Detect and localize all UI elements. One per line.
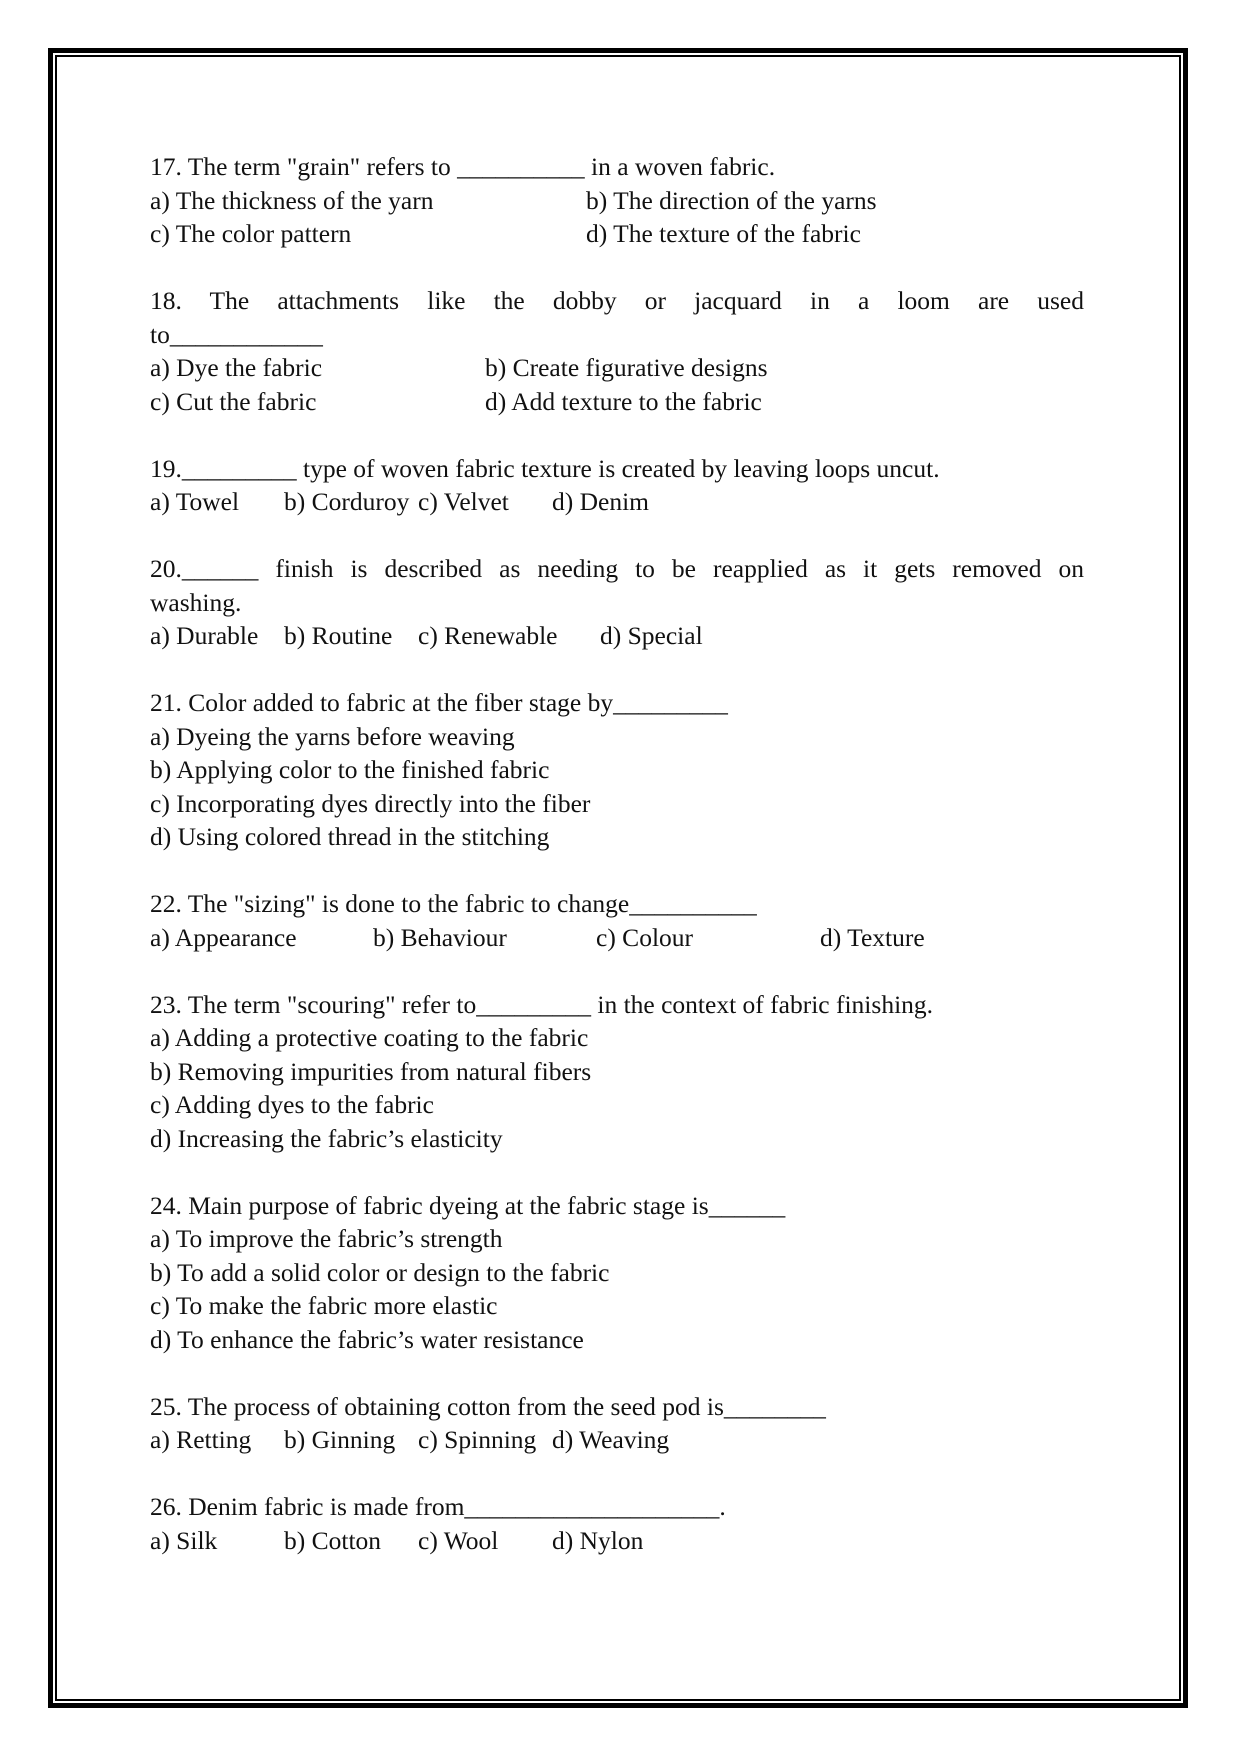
option-c: c) Wool [418, 1525, 499, 1555]
options-row [150, 921, 1084, 955]
option-b: b) The direction of the yarns [586, 185, 877, 215]
question-stem: 23. The term "scouring" refer to_________ in the context of fabric finishing. [150, 989, 934, 1019]
option-d: d) Increasing the fabric’s elasticity [150, 1123, 503, 1153]
question-stem: 21. Color added to fabric at the fiber stage by_________ [150, 688, 728, 717]
option-d: d) Denim [552, 487, 650, 516]
options-row [150, 485, 1084, 519]
option-b: b) Routine [284, 621, 393, 650]
options-row [150, 1423, 1084, 1457]
question-stem: 20.______ finish is described as needing to be reapplied as it gets removed on [150, 554, 1084, 583]
option-b: b) Cotton [284, 1525, 382, 1555]
option-d: d) Nylon [552, 1525, 644, 1555]
option-a: a) Adding a protective coating to the fabric [150, 1023, 589, 1052]
question-stem: 24. Main purpose of fabric dyeing at the fabric stage is______ [150, 1190, 786, 1220]
option-a: a) Silk [150, 1525, 218, 1555]
options-row [150, 351, 1084, 385]
option-c: c) Incorporating dyes directly into the fiber [150, 788, 591, 818]
option-a: a) Dyeing the yarns before weaving [150, 721, 515, 751]
option-a: a) Retting [150, 1425, 252, 1454]
question-21 [150, 686, 1084, 854]
options-row [150, 1524, 1084, 1558]
option-c: c) Colour [596, 922, 694, 952]
option-d: d) Add texture to the fabric [485, 386, 762, 416]
question-22 [150, 887, 1084, 954]
question-stem-continued: to____________ [150, 319, 323, 349]
options-row [150, 184, 1084, 218]
option-a: a) The thickness of the yarn [150, 185, 434, 215]
question-stem: 25. The process of obtaining cotton from the seed pod is________ [150, 1391, 826, 1421]
question-20 [150, 552, 1084, 653]
option-c: c) Adding dyes to the fabric [150, 1090, 434, 1119]
option-d: d) Texture [820, 922, 925, 952]
option-d: d) The texture of the fabric [586, 219, 861, 248]
question-17 [150, 150, 1084, 251]
option-c: c) Cut the fabric [150, 386, 317, 416]
question-24 [150, 1189, 1084, 1357]
option-b: b) Ginning [284, 1425, 396, 1454]
option-b: b) To add a solid color or design to the fabric [150, 1257, 610, 1287]
question-26 [150, 1490, 1084, 1557]
question-25 [150, 1390, 1084, 1457]
option-c: c) Spinning [418, 1425, 537, 1454]
question-list [150, 150, 1084, 1591]
option-a: a) Appearance [150, 922, 297, 952]
option-c: c) To make the fabric more elastic [150, 1291, 498, 1320]
question-stem: 18. The attachments like the dobby or jacquard in a loom are used [150, 286, 1084, 315]
options-row [150, 385, 1084, 419]
question-19 [150, 452, 1084, 519]
options-row [150, 619, 1084, 653]
question-stem-continued: washing. [150, 587, 242, 617]
option-b: b) Applying color to the finished fabric [150, 755, 550, 784]
option-a: a) Towel [150, 487, 240, 516]
question-stem: 22. The "sizing" is done to the fabric to change__________ [150, 889, 757, 918]
question-stem: 19._________ type of woven fabric texture is created by leaving loops uncut. [150, 453, 940, 483]
option-b: b) Removing impurities from natural fibers [150, 1056, 592, 1086]
question-stem: 26. Denim fabric is made from____________________. [150, 1492, 726, 1521]
question-18 [150, 284, 1084, 418]
option-d: d) Special [600, 621, 703, 650]
option-d: d) Using colored thread in the stitching [150, 822, 550, 851]
option-d: d) To enhance the fabric’s water resistance [150, 1324, 584, 1354]
question-23 [150, 988, 1084, 1156]
option-b: b) Behaviour [373, 922, 507, 952]
option-a: a) To improve the fabric’s strength [150, 1224, 503, 1253]
options-row [150, 217, 1084, 251]
option-b: b) Create figurative designs [485, 353, 768, 382]
option-a: a) Dye the fabric [150, 353, 323, 382]
option-a: a) Durable [150, 621, 259, 650]
option-c: c) Renewable [418, 621, 558, 650]
option-c: c) Velvet [418, 487, 509, 516]
question-stem: 17. The term "grain" refers to __________ in a woven fabric. [150, 152, 776, 181]
option-d: d) Weaving [552, 1425, 670, 1454]
option-b: b) Corduroy [284, 487, 410, 516]
option-c: c) The color pattern [150, 219, 352, 248]
